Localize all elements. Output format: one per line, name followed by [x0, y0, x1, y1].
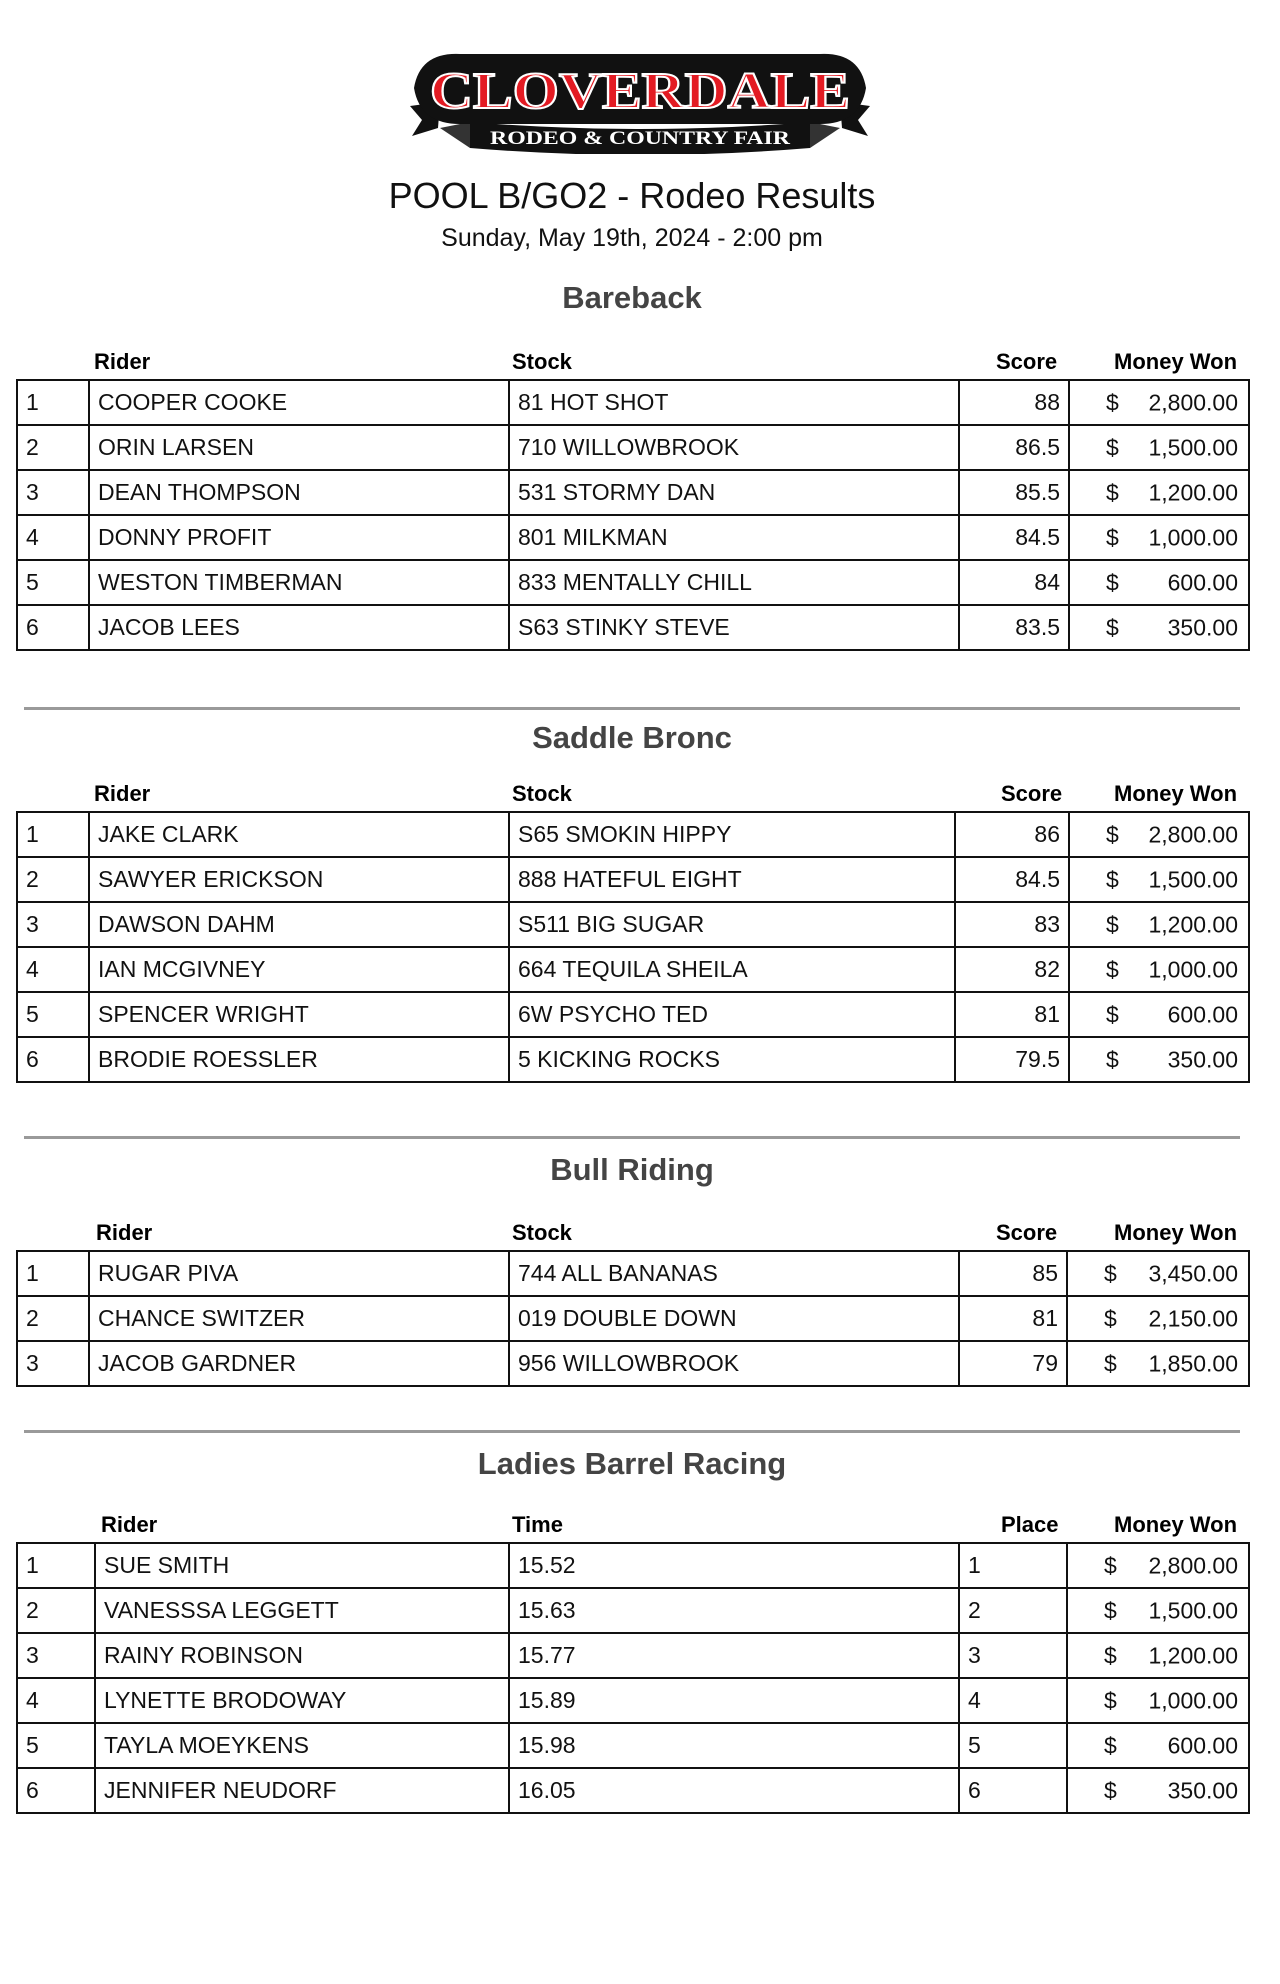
rider-cell: VANESSSA LEGGETT	[95, 1588, 509, 1633]
currency-symbol: $	[1106, 524, 1119, 550]
money-amount: 1,000.00	[1148, 524, 1238, 550]
money-amount: 350.00	[1167, 1777, 1238, 1803]
money-amount: 600.00	[1167, 569, 1238, 595]
currency-symbol: $	[1106, 866, 1119, 892]
stock-cell: 15.77	[509, 1633, 959, 1678]
table-row	[17, 1543, 1249, 1588]
section-title: Saddle Bronc	[532, 720, 732, 755]
stock-cell: 15.63	[509, 1588, 959, 1633]
money-amount: 350.00	[1167, 614, 1238, 640]
score-cell: 83	[955, 902, 1069, 947]
position-cell: 5	[17, 560, 89, 605]
currency-symbol: $	[1106, 389, 1119, 415]
money-amount: 1,500.00	[1148, 866, 1238, 892]
score-cell: 83.5	[959, 605, 1069, 650]
column-header-stock: Stock	[512, 349, 572, 374]
logo-wordmark: CLOVERDALE	[430, 63, 850, 120]
stock-cell: 15.89	[509, 1678, 959, 1723]
currency-symbol: $	[1104, 1777, 1117, 1803]
score-cell: 86	[955, 812, 1069, 857]
currency-symbol: $	[1106, 911, 1119, 937]
table-row	[17, 992, 1249, 1037]
money-amount: 600.00	[1167, 1732, 1238, 1758]
position-cell: 3	[17, 470, 89, 515]
currency-symbol: $	[1106, 614, 1119, 640]
score-cell: 84	[959, 560, 1069, 605]
money-amount: 1,000.00	[1148, 1687, 1238, 1713]
score-cell: 2	[959, 1588, 1067, 1633]
score-cell: 79.5	[955, 1037, 1069, 1082]
money-amount: 3,450.00	[1148, 1260, 1238, 1286]
stock-cell: 6W PSYCHO TED	[509, 992, 955, 1037]
money-won-cell	[1069, 992, 1249, 1037]
money-amount: 1,000.00	[1148, 956, 1238, 982]
rider-cell: JACOB LEES	[89, 605, 509, 650]
rider-cell: DONNY PROFIT	[89, 515, 509, 560]
money-won-cell	[1069, 515, 1249, 560]
column-header-score: Place	[1001, 1512, 1059, 1537]
table-row	[17, 1768, 1249, 1813]
section-divider	[24, 1136, 1240, 1139]
position-cell: 3	[17, 1633, 95, 1678]
section-divider	[24, 707, 1240, 710]
currency-symbol: $	[1104, 1642, 1117, 1668]
money-amount: 1,500.00	[1148, 434, 1238, 460]
rider-cell: DEAN THOMPSON	[89, 470, 509, 515]
column-header-money: Money Won	[1114, 1220, 1238, 1245]
column-header-money: Money Won	[1114, 781, 1238, 806]
rider-cell: SPENCER WRIGHT	[89, 992, 509, 1037]
column-header-stock: Stock	[512, 1220, 572, 1245]
column-header-score: Score	[1001, 781, 1063, 806]
currency-symbol: $	[1106, 956, 1119, 982]
stock-cell: 531 STORMY DAN	[509, 470, 959, 515]
currency-symbol: $	[1106, 434, 1119, 460]
position-cell: 3	[17, 902, 89, 947]
rider-cell: ORIN LARSEN	[89, 425, 509, 470]
results-table	[16, 1542, 1250, 1814]
stock-cell: 710 WILLOWBROOK	[509, 425, 959, 470]
stock-cell: 16.05	[509, 1768, 959, 1813]
stock-cell: 956 WILLOWBROOK	[509, 1341, 959, 1386]
money-amount: 2,800.00	[1148, 389, 1238, 415]
money-amount: 2,800.00	[1148, 1552, 1238, 1578]
column-header-rider: Rider	[94, 781, 151, 806]
table-row	[17, 425, 1249, 470]
table-row	[17, 947, 1249, 992]
score-cell: 81	[959, 1296, 1067, 1341]
section-title: Bareback	[562, 280, 702, 315]
rider-cell: RAINY ROBINSON	[95, 1633, 509, 1678]
position-cell: 2	[17, 1588, 95, 1633]
score-cell: 1	[959, 1543, 1067, 1588]
money-won-cell	[1067, 1251, 1249, 1296]
rider-cell: JENNIFER NEUDORF	[95, 1768, 509, 1813]
position-cell: 2	[17, 857, 89, 902]
rider-cell: SAWYER ERICKSON	[89, 857, 509, 902]
currency-symbol: $	[1104, 1350, 1117, 1376]
currency-symbol: $	[1104, 1687, 1117, 1713]
money-won-cell	[1069, 605, 1249, 650]
stock-cell: 664 TEQUILA SHEILA	[509, 947, 955, 992]
results-table	[16, 811, 1250, 1083]
rider-cell: TAYLA MOEYKENS	[95, 1723, 509, 1768]
currency-symbol: $	[1104, 1260, 1117, 1286]
money-won-cell	[1067, 1588, 1249, 1633]
position-cell: 6	[17, 605, 89, 650]
money-amount: 1,500.00	[1148, 1597, 1238, 1623]
column-header-rider: Rider	[101, 1512, 158, 1537]
rider-cell: BRODIE ROESSLER	[89, 1037, 509, 1082]
position-cell: 6	[17, 1037, 89, 1082]
position-cell: 1	[17, 380, 89, 425]
stock-cell: 833 MENTALLY CHILL	[509, 560, 959, 605]
position-cell: 4	[17, 1678, 95, 1723]
rider-cell: LYNETTE BRODOWAY	[95, 1678, 509, 1723]
stock-cell: 81 HOT SHOT	[509, 380, 959, 425]
table-row	[17, 560, 1249, 605]
stock-cell: 744 ALL BANANAS	[509, 1251, 959, 1296]
score-cell: 82	[955, 947, 1069, 992]
column-header-money: Money Won	[1114, 1512, 1238, 1537]
money-amount: 2,150.00	[1148, 1305, 1238, 1331]
stock-cell: 5 KICKING ROCKS	[509, 1037, 955, 1082]
currency-symbol: $	[1104, 1305, 1117, 1331]
money-won-cell	[1069, 857, 1249, 902]
table-row	[17, 1037, 1249, 1082]
stock-cell: S511 BIG SUGAR	[509, 902, 955, 947]
money-won-cell	[1069, 1037, 1249, 1082]
table-row	[17, 380, 1249, 425]
money-won-cell	[1067, 1678, 1249, 1723]
score-cell: 85	[959, 1251, 1067, 1296]
table-row	[17, 1341, 1249, 1386]
currency-symbol: $	[1104, 1732, 1117, 1758]
column-header-score: Score	[996, 1220, 1058, 1245]
table-row	[17, 1588, 1249, 1633]
position-cell: 4	[17, 947, 89, 992]
table-row	[17, 812, 1249, 857]
position-cell: 1	[17, 812, 89, 857]
stock-cell: 15.98	[509, 1723, 959, 1768]
table-row	[17, 1723, 1249, 1768]
logo-subtext: RODEO & COUNTRY FAIR	[490, 128, 791, 149]
results-table	[16, 379, 1250, 651]
money-amount: 1,200.00	[1148, 911, 1238, 937]
money-won-cell	[1067, 1768, 1249, 1813]
table-row	[17, 857, 1249, 902]
money-won-cell	[1069, 947, 1249, 992]
stock-cell: S65 SMOKIN HIPPY	[509, 812, 955, 857]
currency-symbol: $	[1106, 479, 1119, 505]
rider-cell: COOPER COOKE	[89, 380, 509, 425]
money-amount: 2,800.00	[1148, 821, 1238, 847]
stock-cell: 019 DOUBLE DOWN	[509, 1296, 959, 1341]
position-cell: 6	[17, 1768, 95, 1813]
column-header-rider: Rider	[94, 349, 151, 374]
score-cell: 81	[955, 992, 1069, 1037]
position-cell: 5	[17, 992, 89, 1037]
money-amount: 1,200.00	[1148, 1642, 1238, 1668]
rider-cell: RUGAR PIVA	[89, 1251, 509, 1296]
position-cell: 5	[17, 1723, 95, 1768]
money-won-cell	[1069, 560, 1249, 605]
stock-cell: 888 HATEFUL EIGHT	[509, 857, 955, 902]
money-won-cell	[1069, 902, 1249, 947]
money-won-cell	[1069, 470, 1249, 515]
position-cell: 4	[17, 515, 89, 560]
page-subtitle: Sunday, May 19th, 2024 - 2:00 pm	[441, 224, 823, 252]
table-row	[17, 470, 1249, 515]
section-title: Bull Riding	[550, 1152, 714, 1187]
currency-symbol: $	[1104, 1597, 1117, 1623]
score-cell: 88	[959, 380, 1069, 425]
money-won-cell	[1067, 1543, 1249, 1588]
score-cell: 3	[959, 1633, 1067, 1678]
score-cell: 79	[959, 1341, 1067, 1386]
rider-cell: JAKE CLARK	[89, 812, 509, 857]
page-title: POOL B/GO2 - Rodeo Results	[388, 175, 876, 216]
rider-cell: CHANCE SWITZER	[89, 1296, 509, 1341]
score-cell: 84.5	[959, 515, 1069, 560]
score-cell: 4	[959, 1678, 1067, 1723]
currency-symbol: $	[1104, 1552, 1117, 1578]
cloverdale-logo	[400, 44, 880, 154]
table-row	[17, 902, 1249, 947]
position-cell: 2	[17, 425, 89, 470]
column-header-score: Score	[996, 349, 1058, 374]
money-won-cell	[1069, 812, 1249, 857]
score-cell: 85.5	[959, 470, 1069, 515]
column-header-money: Money Won	[1114, 349, 1238, 374]
score-cell: 6	[959, 1768, 1067, 1813]
table-row	[17, 1678, 1249, 1723]
results-table	[16, 1250, 1250, 1387]
money-amount: 350.00	[1167, 1046, 1238, 1072]
currency-symbol: $	[1106, 821, 1119, 847]
table-row	[17, 1633, 1249, 1678]
money-amount: 600.00	[1167, 1001, 1238, 1027]
money-won-cell	[1067, 1341, 1249, 1386]
stock-cell: S63 STINKY STEVE	[509, 605, 959, 650]
rider-cell: IAN MCGIVNEY	[89, 947, 509, 992]
column-header-stock: Stock	[512, 781, 572, 806]
stock-cell: 801 MILKMAN	[509, 515, 959, 560]
rider-cell: DAWSON DAHM	[89, 902, 509, 947]
money-won-cell	[1067, 1296, 1249, 1341]
rider-cell: WESTON TIMBERMAN	[89, 560, 509, 605]
money-amount: 1,850.00	[1148, 1350, 1238, 1376]
section-title: Ladies Barrel Racing	[477, 1446, 787, 1481]
currency-symbol: $	[1106, 569, 1119, 595]
money-won-cell	[1069, 380, 1249, 425]
column-header-rider: Rider	[96, 1220, 153, 1245]
position-cell: 1	[17, 1543, 95, 1588]
money-won-cell	[1067, 1633, 1249, 1678]
stock-cell: 15.52	[509, 1543, 959, 1588]
position-cell: 2	[17, 1296, 89, 1341]
column-header-stock: Time	[512, 1512, 563, 1537]
table-row	[17, 1251, 1249, 1296]
money-amount: 1,200.00	[1148, 479, 1238, 505]
table-row	[17, 515, 1249, 560]
rider-cell: JACOB GARDNER	[89, 1341, 509, 1386]
position-cell: 3	[17, 1341, 89, 1386]
score-cell: 84.5	[955, 857, 1069, 902]
table-row	[17, 1296, 1249, 1341]
position-cell: 1	[17, 1251, 89, 1296]
money-won-cell	[1069, 425, 1249, 470]
score-cell: 5	[959, 1723, 1067, 1768]
score-cell: 86.5	[959, 425, 1069, 470]
currency-symbol: $	[1106, 1001, 1119, 1027]
section-divider	[24, 1430, 1240, 1433]
currency-symbol: $	[1106, 1046, 1119, 1072]
rider-cell: SUE SMITH	[95, 1543, 509, 1588]
money-won-cell	[1067, 1723, 1249, 1768]
table-row	[17, 605, 1249, 650]
